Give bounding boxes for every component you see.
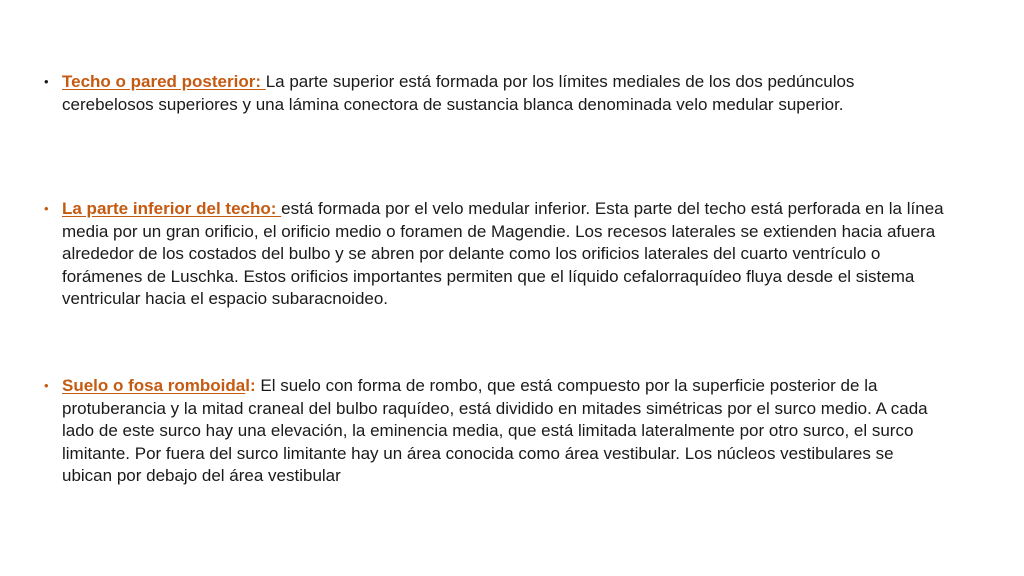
bullet-heading-suffix: l: — [245, 376, 256, 395]
bullet-body: La parte superior está formada por los límites mediales de los dos pedúnculos cerebelosos superiores y una lámina conectora de sustancia blanca denominada velo medular superior. — [62, 72, 855, 114]
bullet-heading: Suelo o fosa romboida — [62, 376, 246, 395]
bullet-marker: • — [44, 201, 49, 216]
bullet-parte-inferior-techo — [44, 198, 944, 311]
bullet-text — [62, 71, 944, 116]
bullet-heading: La parte inferior del techo: — [62, 199, 282, 218]
bullet-heading: Techo o pared posterior: — [62, 72, 266, 91]
bullet-techo-pared-posterior — [44, 71, 944, 116]
bullet-body: El suelo con forma de rombo, que está compuesto por la superficie posterior de la protuberancia y la mitad craneal del bulbo raquídeo, está dividido en mitades simétricas por el surco medio. A cada lado de este surco hay una elevación, la eminencia media, que está limitada lateralmente por otro surco, el surco limitante. Por fuera del surco limitante hay un área conocida como área vestibular. Los núcleos vestibulares se ubican por debajo del área vestibular — [62, 376, 928, 485]
bullet-marker: • — [44, 378, 49, 393]
bullet-marker: • — [44, 74, 49, 89]
bullet-suelo-fosa-romboidal — [44, 375, 944, 488]
bullet-body: está formada por el velo medular inferior. Esta parte del techo está perforada en la línea media por un gran orificio, el orificio medio o foramen de Magendie. Los recesos laterales se extienden hacia afuera alrededor de los costados del bulbo y se abren por delante como los orificios laterales del cuarto ventrículo o forámenes de Luschka. Estos orificios importantes permiten que el líquido cefalorraquídeo fluya desde el sistema ventricular hacia el espacio subaracnoideo. — [62, 199, 944, 308]
bullet-text — [62, 198, 944, 311]
bullet-text — [62, 375, 944, 488]
